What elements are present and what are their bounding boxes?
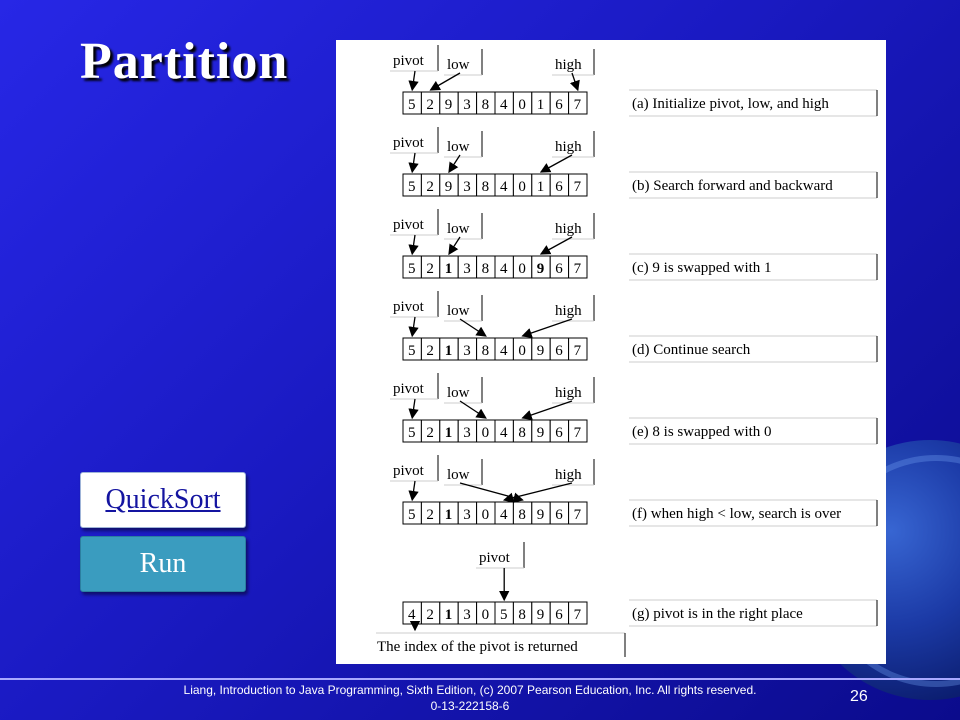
array-value: 0 [518,343,526,359]
low-arrow [460,319,486,336]
array-value: 6 [555,261,563,277]
pivot-arrow [412,153,415,172]
pivot-label-text: pivot [479,550,510,566]
caption-text: (b) Search forward and backward [632,178,833,194]
array-value: 2 [426,343,434,359]
high-label [552,131,594,157]
array-value: 6 [555,607,563,623]
step-a [390,45,877,116]
step-caption [629,254,877,280]
pivot-label [390,455,438,481]
footer-divider [0,678,960,680]
low-arrow [431,73,460,90]
pivot-label-text: pivot [393,381,424,397]
low-arrow [449,155,460,172]
low-label-text: low [447,221,470,237]
array-value: 7 [573,179,582,195]
array-value: 3 [463,179,471,195]
footer-copyright: Liang, Introduction to Java Programming, Sixth Edition, (c) 2007 Pearson Education, Inc. All rights reserved. 0-13-222158-6 [183,683,757,713]
returned-label-text: The index of the pivot is returned [377,639,578,655]
array-value: 5 [408,261,416,277]
step-e [390,373,877,444]
array-value: 8 [481,179,490,195]
pivot-arrow [412,71,415,90]
pivot-label [390,291,438,317]
pivot-label-text: pivot [393,135,424,151]
low-label [444,213,482,239]
high-arrow [523,401,572,418]
high-label-text: high [555,303,582,319]
high-label [552,295,594,321]
array-value: 8 [481,97,490,113]
pivot-label-text: pivot [393,53,424,69]
high-label [552,213,594,239]
array-value: 4 [500,425,508,441]
pivot-label-text: pivot [393,463,424,479]
step-caption [629,172,877,198]
high-label [552,459,594,485]
step-f [390,455,877,526]
array-value: 1 [444,261,453,277]
array-value: 0 [518,97,526,113]
pivot-label [390,127,438,153]
array-value: 7 [573,343,582,359]
pivot-label-text: pivot [393,299,424,315]
array-value: 5 [408,343,416,359]
high-label-text: high [555,57,582,73]
array-value: 2 [426,97,434,113]
array-value: 5 [408,97,416,113]
array-value: 5 [500,607,508,623]
array-value: 3 [463,343,471,359]
slide-title: Partition [80,33,289,90]
partition-diagram [336,40,886,664]
array-value: 8 [481,261,490,277]
low-label-text: low [447,139,470,155]
array-value: 2 [426,507,434,523]
array-value: 7 [573,507,582,523]
array-value: 3 [463,507,471,523]
array-value: 0 [481,425,490,441]
array-value: 2 [426,179,434,195]
low-label-text: low [447,57,470,73]
array-value: 1 [444,343,453,359]
step-caption [629,418,877,444]
partition-diagram-panel [336,40,886,664]
array-value: 3 [463,607,471,623]
high-label [552,377,594,403]
array-value: 6 [555,425,563,441]
low-label [444,459,482,485]
array-value: 0 [481,607,490,623]
step-c [390,209,877,280]
pivot-label [390,45,438,71]
array-value: 9 [444,97,453,113]
low-label-text: low [447,385,470,401]
caption-text: (c) 9 is swapped with 1 [632,260,772,276]
high-arrow [523,319,572,336]
array-value: 2 [426,607,434,623]
array-value: 9 [536,425,545,441]
pivot-arrow [412,235,415,254]
caption-text: (d) Continue search [632,342,751,358]
array-value: 7 [573,425,582,441]
low-label-text: low [447,467,470,483]
pivot-arrow [412,481,415,500]
array-value: 4 [500,179,508,195]
high-arrow [541,155,572,172]
array-value: 0 [518,179,526,195]
array-value: 0 [481,507,490,523]
array-value: 1 [536,97,545,113]
step-caption [629,600,877,626]
high-arrow [572,73,578,90]
array-value: 9 [536,261,545,277]
array-value: 1 [444,607,453,623]
high-arrow [504,483,572,500]
pivot-label [390,209,438,235]
high-label [552,49,594,75]
array-value: 8 [518,607,526,623]
high-arrow [541,237,572,254]
step-b [390,127,877,198]
array-value: 4 [500,507,508,523]
array-value: 1 [536,179,545,195]
array-value: 6 [555,97,563,113]
low-arrow [460,401,486,418]
pivot-label [476,542,524,568]
array-value: 6 [555,507,563,523]
run-button[interactable]: Run [80,536,246,592]
array-value: 5 [408,507,416,523]
pivot-label-text: pivot [393,217,424,233]
quicksort-link-button[interactable]: QuickSort [80,472,246,528]
high-label-text: high [555,385,582,401]
array-value: 3 [463,425,471,441]
step-caption [629,336,877,362]
array-value: 6 [555,343,563,359]
caption-text: (a) Initialize pivot, low, and high [632,96,829,112]
array-value: 7 [573,607,582,623]
caption-text: (g) pivot is in the right place [632,606,803,622]
array-value: 4 [408,607,416,623]
array-value: 0 [518,261,526,277]
low-label [444,295,482,321]
array-value: 9 [444,179,453,195]
low-label-text: low [447,303,470,319]
caption-text: (e) 8 is swapped with 0 [632,424,772,440]
caption-text: (f) when high < low, search is over [632,506,842,522]
array-value: 1 [444,507,453,523]
low-label [444,131,482,157]
array-value: 2 [426,425,434,441]
low-label [444,377,482,403]
array-value: 4 [500,261,508,277]
array-value: 9 [536,343,545,359]
pivot-arrow [412,399,415,418]
array-value: 8 [481,343,490,359]
array-value: 5 [408,425,416,441]
array-value: 9 [536,607,545,623]
pivot-label [390,373,438,399]
array-value: 8 [518,425,526,441]
high-label-text: high [555,221,582,237]
pivot-arrow [412,317,415,336]
array-value: 3 [463,97,471,113]
array-value: 3 [463,261,471,277]
returned-label-box [376,633,625,657]
array-value: 4 [500,97,508,113]
step-g [376,542,877,657]
page-number: 26 [850,688,868,705]
array-value: 1 [444,425,453,441]
array-value: 2 [426,261,434,277]
step-caption [629,500,877,526]
low-arrow [449,237,460,254]
high-label-text: high [555,467,582,483]
array-value: 4 [500,343,508,359]
step-caption [629,90,877,116]
low-label [444,49,482,75]
array-value: 7 [573,97,582,113]
high-label-text: high [555,139,582,155]
array-value: 5 [408,179,416,195]
array-value: 9 [536,507,545,523]
array-value: 8 [518,507,526,523]
step-d [390,291,877,362]
array-value: 6 [555,179,563,195]
array-value: 7 [573,261,582,277]
